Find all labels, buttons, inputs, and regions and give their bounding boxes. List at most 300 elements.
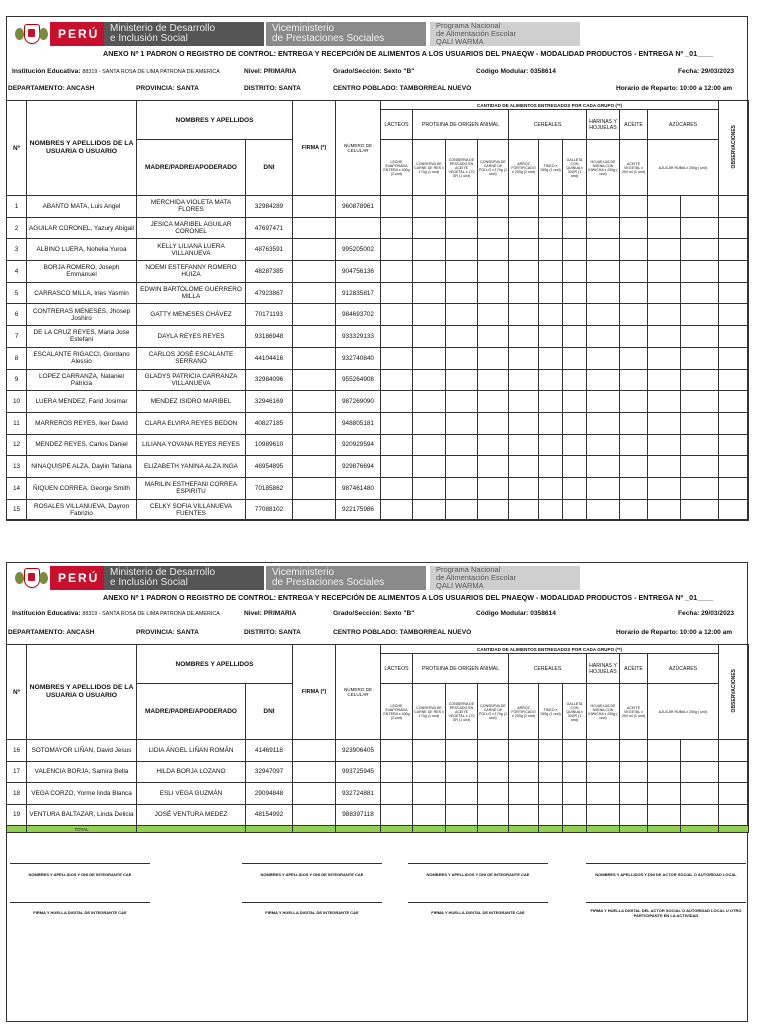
padron-sheet-2 <box>0 560 768 1024</box>
table-row <box>7 740 749 762</box>
quantity-cell <box>446 261 478 283</box>
guardian-dni: 93186948 <box>246 326 293 348</box>
quantity-cell <box>478 412 509 434</box>
phone-number: 995205002 <box>336 239 381 261</box>
guardian-name: LIDIA ÁNGEL LIÑAN ROMÁN <box>137 740 246 762</box>
quantity-cell <box>446 304 478 326</box>
product-leche: LECHE EVAPORADA ENTERA x 400g (2 und) <box>381 684 413 740</box>
guardian-name: LILIANA YOVANA REYES REYES <box>137 434 246 456</box>
row-number: 12 <box>7 434 27 456</box>
quantity-cell <box>563 477 587 499</box>
product-pescado: CONSERVA DE PESCADO EN ACEITE VEGETAL x 170 GR (1 und) <box>446 140 478 196</box>
quantity-cell <box>478 326 509 348</box>
guardian-name: GLADYS PATRICIA CARRANZA VILLANUEVA <box>137 369 246 391</box>
guardian-dni: 70185862 <box>246 477 293 499</box>
quantity-cell <box>681 412 719 434</box>
quantity-cell <box>648 369 681 391</box>
observaciones-cell <box>719 217 749 239</box>
quantity-cell <box>446 456 478 478</box>
quantity-cell <box>587 196 620 218</box>
fecha: Fecha: 29/03/2023 <box>678 610 735 617</box>
table-row <box>7 412 749 434</box>
quantity-cell <box>413 347 446 369</box>
viceministry-logo: Viceministerio de Prestaciones Sociales <box>266 22 426 46</box>
quantity-cell <box>539 261 563 283</box>
quantity-cell <box>509 412 539 434</box>
quantity-cell <box>539 804 563 826</box>
row-number: 9 <box>7 369 27 391</box>
group-harinas: HARINAS Y HOJUELAS <box>587 110 620 140</box>
peru-crest-icon <box>14 566 50 590</box>
quantity-cell <box>648 304 681 326</box>
guardian-name: GATTY MENESES CHÁVEZ <box>137 304 246 326</box>
quantity-cell <box>587 804 620 826</box>
student-name: ROSALES VILLANUEVA, Dayron Fabrizio <box>27 499 137 521</box>
product-pollo: CONSERVA DE CARNE DE POLLO x 170g (1 und) <box>478 140 509 196</box>
quantity-cell <box>587 217 620 239</box>
student-name: ABANTO MATA, Luis Angel <box>27 196 137 218</box>
quantity-cell <box>509 804 539 826</box>
signature-line <box>586 902 746 903</box>
table-row <box>7 391 749 413</box>
quantity-cell <box>509 304 539 326</box>
quantity-cell <box>587 499 620 521</box>
observaciones-cell <box>719 261 749 283</box>
row-number: 5 <box>7 282 27 304</box>
document-title: ANEXO Nº 1 PADRON O REGISTRO DE CONTROL: ENTREGA Y RECEPCIÓN DE ALIMENTOS A LOS USUARIOS DEL PNAEQW - MODALIDAD PRODUCTOS - ENTREGA Nº _01____ <box>103 49 714 58</box>
quantity-cell <box>446 217 478 239</box>
phone-number: 904756136 <box>336 261 381 283</box>
student-name: SOTOMAYOR LIÑAN, David Jesus <box>27 740 137 762</box>
quantity-cell <box>413 783 446 805</box>
signature-line <box>408 902 548 903</box>
student-name: MARREROS REYES, Iker David <box>27 412 137 434</box>
signature-line <box>408 863 548 864</box>
quantity-cell <box>587 412 620 434</box>
quantity-cell <box>509 217 539 239</box>
quantity-cell <box>539 456 563 478</box>
quantity-cell <box>539 282 563 304</box>
observaciones-cell <box>719 761 749 783</box>
th-usuario: NOMBRES Y APELLIDOS DE LA USUARIA O USUARIO <box>27 645 137 740</box>
guardian-dni: 32984289 <box>246 196 293 218</box>
quantity-cell <box>509 783 539 805</box>
group-harinas: HARINAS Y HOJUELAS <box>587 654 620 684</box>
quantity-cell <box>620 369 648 391</box>
quantity-cell <box>509 391 539 413</box>
quantity-cell <box>648 761 681 783</box>
product-galleta: GALLETA CON QUINUA x 30GR (1 und) <box>563 140 587 196</box>
signature-line <box>242 902 382 903</box>
quantity-cell <box>539 196 563 218</box>
row-number: 2 <box>7 217 27 239</box>
quantity-cell <box>587 761 620 783</box>
th-nombres: NOMBRES Y APELLIDOS <box>137 101 293 140</box>
horario-reparto: Horario de Reparto: 10:00 a 12:00 am <box>616 629 733 636</box>
observaciones-cell <box>719 282 749 304</box>
qali-warma-logo: Programa Nacional de Alimentación Escolar QALI WARMA <box>430 22 580 46</box>
table-row <box>7 282 749 304</box>
phone-number: 987269090 <box>336 391 381 413</box>
group-lacteos: LÁCTEOS <box>381 654 413 684</box>
student-name: VENTURA BALTAZAR, Linda Delicia <box>27 804 137 826</box>
signature-name-label-2: NOMBRES Y APELLIDOS Y DNI DE INTEGRANTE CAE <box>260 872 364 877</box>
quantity-cell <box>587 434 620 456</box>
quantity-cell <box>446 347 478 369</box>
padron-table-1 <box>6 100 749 521</box>
product-azucar: AZUCAR RUBIA x 250g ( und) <box>648 684 719 740</box>
th-madre: MADRE/PADRE/APODERADO <box>137 140 246 196</box>
product-carne-res: CONSERVA DE CARNE DE RES x 170g (1 und) <box>413 684 446 740</box>
quantity-cell <box>509 261 539 283</box>
quantity-cell <box>446 282 478 304</box>
quantity-cell <box>446 499 478 521</box>
phone-number: 929876694 <box>336 456 381 478</box>
quantity-cell <box>563 261 587 283</box>
signature-line <box>10 863 150 864</box>
phone-number: 987461480 <box>336 477 381 499</box>
quantity-cell <box>539 304 563 326</box>
quantity-cell <box>563 412 587 434</box>
quantity-cell <box>587 477 620 499</box>
guardian-name: MENDEZ ISIDRO MARIBEL <box>137 391 246 413</box>
guardian-dni: 10989610 <box>246 434 293 456</box>
signature-cell <box>293 499 336 521</box>
guardian-dni: 40827185 <box>246 412 293 434</box>
peru-crest-icon <box>14 22 50 46</box>
quantity-cell <box>539 434 563 456</box>
quantity-cell <box>413 761 446 783</box>
phone-number: 933329133 <box>336 326 381 348</box>
quantity-cell <box>478 196 509 218</box>
product-hojuelas: HOJUELAS DE AVENA CON KIWICHA x 250g ( und) <box>587 140 620 196</box>
quantity-cell <box>563 499 587 521</box>
student-name: ESCALANTE RIGACCI, Giordano Alessio <box>27 347 137 369</box>
government-banner <box>14 22 580 46</box>
quantity-cell <box>563 217 587 239</box>
quantity-cell <box>478 239 509 261</box>
quantity-cell <box>648 282 681 304</box>
nivel: Nivel: PRIMARIA <box>244 68 297 75</box>
quantity-cell <box>509 347 539 369</box>
peru-logo: PERÚ <box>50 22 104 46</box>
phone-number: 920929594 <box>336 434 381 456</box>
quantity-cell <box>381 412 413 434</box>
phone-number: 912835817 <box>336 282 381 304</box>
quantity-cell <box>413 261 446 283</box>
th-observaciones: OBSERVACIONES <box>719 101 749 196</box>
quantity-cell <box>648 326 681 348</box>
quantity-cell <box>587 456 620 478</box>
quantity-cell <box>648 217 681 239</box>
quantity-cell <box>381 740 413 762</box>
quantity-cell <box>539 347 563 369</box>
product-arroz: ARROZ FORTIFICADO x 250g (2 und) <box>509 684 539 740</box>
signature-cell <box>293 477 336 499</box>
row-number: 1 <box>7 196 27 218</box>
quantity-cell <box>648 412 681 434</box>
guardian-name: ESLI VEGA GUZMÁN <box>137 783 246 805</box>
row-number: 19 <box>7 804 27 826</box>
product-leche: LECHE EVAPORADA ENTERA x 400g (2 und) <box>381 140 413 196</box>
row-number: 17 <box>7 761 27 783</box>
signature-line <box>586 863 746 864</box>
quantity-cell <box>681 391 719 413</box>
signature-cell <box>293 196 336 218</box>
signature-cell <box>293 761 336 783</box>
product-pollo: CONSERVA DE CARNE DE POLLO x 170g (1 und) <box>478 684 509 740</box>
row-number: 6 <box>7 304 27 326</box>
row-number: 13 <box>7 456 27 478</box>
quantity-cell <box>587 369 620 391</box>
quantity-cell <box>413 369 446 391</box>
nivel: Nivel: PRIMARIA <box>244 610 297 617</box>
table-row <box>7 261 749 283</box>
guardian-name: JOSÉ VENTURA MEDEZ <box>137 804 246 826</box>
product-fideo: FIDEO x 250g (1 und) <box>539 684 563 740</box>
quantity-cell <box>446 412 478 434</box>
th-nombres: NOMBRES Y APELLIDOS <box>137 645 293 684</box>
institucion-value: 88319 - SANTA ROSA DE LIMA PATRONA DE AMERICA <box>82 611 220 617</box>
guardian-name: KELLY LILIANA LUERA VILLANUEVA <box>137 239 246 261</box>
quantity-cell <box>509 326 539 348</box>
signature-cell <box>293 217 336 239</box>
quantity-cell <box>563 783 587 805</box>
observaciones-cell <box>719 196 749 218</box>
student-name: VALENCIA BORJA, Samira Bella <box>27 761 137 783</box>
row-number: 16 <box>7 740 27 762</box>
ministry-logo: Ministerio de Desarrollo e Inclusión Social <box>104 566 264 590</box>
quantity-cell <box>413 304 446 326</box>
codigo-modular: Código Modular: 0358614 <box>476 610 556 617</box>
guardian-name: CARLOS JOSÉ ESCALANTE SERRANO <box>137 347 246 369</box>
quantity-cell <box>648 783 681 805</box>
table-row <box>7 217 749 239</box>
quantity-cell <box>413 456 446 478</box>
group-cereales: CEREALES <box>509 110 587 140</box>
quantity-cell <box>509 239 539 261</box>
row-number: 10 <box>7 391 27 413</box>
quantity-cell <box>381 804 413 826</box>
quantity-cell <box>648 196 681 218</box>
quantity-cell <box>478 217 509 239</box>
row-number: 14 <box>7 477 27 499</box>
quantity-cell <box>587 326 620 348</box>
quantity-cell <box>681 369 719 391</box>
quantity-cell <box>539 391 563 413</box>
quantity-cell <box>413 434 446 456</box>
quantity-cell <box>509 456 539 478</box>
quantity-cell <box>509 434 539 456</box>
guardian-name: HILDA BORJA LOZANO <box>137 761 246 783</box>
horario-reparto: Horario de Reparto: 10:00 a 12:00 am <box>616 85 733 92</box>
quantity-cell <box>563 434 587 456</box>
quantity-cell <box>539 740 563 762</box>
phone-number: 960878961 <box>336 196 381 218</box>
phone-number: 988397118 <box>336 804 381 826</box>
guardian-dni: 48763591 <box>246 239 293 261</box>
quantity-cell <box>648 477 681 499</box>
quantity-cell <box>587 261 620 283</box>
padron-table-2 <box>6 644 749 833</box>
quantity-cell <box>478 391 509 413</box>
quantity-cell <box>381 456 413 478</box>
signature-cell <box>293 369 336 391</box>
observaciones-cell <box>719 783 749 805</box>
quantity-cell <box>446 391 478 413</box>
student-name: ÑIQUEN CORREA, George Smith <box>27 477 137 499</box>
group-cereales: CEREALES <box>509 654 587 684</box>
quantity-cell <box>381 239 413 261</box>
quantity-cell <box>563 304 587 326</box>
guardian-name: NOEMI ESTEFANNY ROMERO HUIZA <box>137 261 246 283</box>
guardian-name: MARILIN ESTHEFANI CORREA ESPIRITU <box>137 477 246 499</box>
quantity-cell <box>478 282 509 304</box>
quantity-cell <box>563 804 587 826</box>
quantity-cell <box>539 326 563 348</box>
signature-cell <box>293 347 336 369</box>
quantity-cell <box>539 499 563 521</box>
quantity-cell <box>539 369 563 391</box>
signature-firma-label-3: FIRMA Y HUELLA DIGITAL DE INTEGRANTE CAE <box>431 910 525 915</box>
product-aceite: ACEITE VEGETAL x 200 ml (1 und) <box>620 140 648 196</box>
guardian-dni: 47697471 <box>246 217 293 239</box>
departamento: DEPARTAMENTO: ANCASH <box>8 85 95 92</box>
table-row <box>7 783 749 805</box>
quantity-cell <box>381 783 413 805</box>
quantity-cell <box>478 477 509 499</box>
phone-number: 948805181 <box>336 412 381 434</box>
quantity-cell <box>478 434 509 456</box>
quantity-cell <box>478 261 509 283</box>
departamento: DEPARTAMENTO: ANCASH <box>8 629 95 636</box>
total-row <box>7 826 749 833</box>
quantity-cell <box>681 783 719 805</box>
quantity-cell <box>446 434 478 456</box>
th-firma: FIRMA (*) <box>293 101 336 196</box>
product-carne-res: CONSERVA DE CARNE DE RES x 170g (1 und) <box>413 140 446 196</box>
quantity-cell <box>620 391 648 413</box>
quantity-cell <box>381 304 413 326</box>
quantity-cell <box>563 456 587 478</box>
quantity-cell <box>563 369 587 391</box>
group-proteina: PROTEINA DE ORIGEN ANIMAL <box>413 654 509 684</box>
th-cantidad: CANTIDAD DE ALIMENTOS ENTREGADOS POR CADA GRUPO (**) <box>381 645 719 654</box>
quantity-cell <box>587 304 620 326</box>
quantity-cell <box>563 391 587 413</box>
student-name: VEGA CORZO, Yorme linda Blanca <box>27 783 137 805</box>
quantity-cell <box>446 804 478 826</box>
provincia: PROVINCIA: SANTA <box>136 85 199 92</box>
quantity-cell <box>509 761 539 783</box>
quantity-cell <box>381 217 413 239</box>
observaciones-cell <box>719 239 749 261</box>
quantity-cell <box>478 804 509 826</box>
quantity-cell <box>539 239 563 261</box>
viceministry-logo: Viceministerio de Prestaciones Sociales <box>266 566 426 590</box>
row-number: 8 <box>7 347 27 369</box>
guardian-name: CLARA ELVIRA REYES BEDON <box>137 412 246 434</box>
quantity-cell <box>648 391 681 413</box>
quantity-cell <box>563 239 587 261</box>
quantity-cell <box>539 412 563 434</box>
observaciones-cell <box>719 412 749 434</box>
quantity-cell <box>587 783 620 805</box>
quantity-cell <box>446 477 478 499</box>
info-row-1 <box>6 68 748 78</box>
th-num: Nº <box>7 101 27 196</box>
student-name: AGUILAR CORONEL, Yazury Abigail <box>27 217 137 239</box>
table-row <box>7 196 749 218</box>
quantity-cell <box>620 347 648 369</box>
info-row-2 <box>6 629 748 639</box>
quantity-cell <box>413 477 446 499</box>
student-name: ALBINO LUERA, Nohelia Yuroa <box>27 239 137 261</box>
table-row <box>7 304 749 326</box>
guardian-dni: 32947097 <box>246 761 293 783</box>
quantity-cell <box>478 347 509 369</box>
peru-logo: PERÚ <box>50 566 104 590</box>
quantity-cell <box>478 740 509 762</box>
product-hojuelas: HOJUELAS DE AVENA CON KIWICHA x 250g ( und) <box>587 684 620 740</box>
phone-number: 955264908 <box>336 369 381 391</box>
signature-name-label-3: NOMBRES Y APELLIDOS Y DNI DE INTEGRANTE CAE <box>426 872 530 877</box>
group-aceite: ACEITE <box>620 110 648 140</box>
product-pescado: CONSERVA DE PESCADO EN ACEITE VEGETAL x 170 GR (1 und) <box>446 684 478 740</box>
observaciones-cell <box>719 804 749 826</box>
observaciones-cell <box>719 477 749 499</box>
quantity-cell <box>381 196 413 218</box>
quantity-cell <box>681 740 719 762</box>
quantity-cell <box>413 391 446 413</box>
table-row <box>7 239 749 261</box>
quantity-cell <box>478 369 509 391</box>
row-number: 18 <box>7 783 27 805</box>
observaciones-cell <box>719 347 749 369</box>
observaciones-cell <box>719 434 749 456</box>
student-name: LOPEZ CARRANZA, Nataniel Patricia <box>27 369 137 391</box>
th-celular: NÚMERO DE CELULAR <box>336 645 381 740</box>
quantity-cell <box>381 477 413 499</box>
observaciones-cell <box>719 456 749 478</box>
quantity-cell <box>563 761 587 783</box>
student-name: DE LA CRUZ REYES, Maria Jose Estefani <box>27 326 137 348</box>
signature-cell <box>293 261 336 283</box>
quantity-cell <box>563 196 587 218</box>
quantity-cell <box>446 196 478 218</box>
quantity-cell <box>681 239 719 261</box>
quantity-cell <box>413 740 446 762</box>
quantity-cell <box>620 456 648 478</box>
signature-line <box>10 902 150 903</box>
fecha: Fecha: 29/03/2023 <box>678 68 735 75</box>
phone-number: 932740840 <box>336 347 381 369</box>
observaciones-cell <box>719 499 749 521</box>
total-label: TOTAL <box>27 826 137 833</box>
quantity-cell <box>648 499 681 521</box>
signature-cell <box>293 239 336 261</box>
document-title: ANEXO Nº 1 PADRON O REGISTRO DE CONTROL: ENTREGA Y RECEPCIÓN DE ALIMENTOS A LOS USUARIOS DEL PNAEQW - MODALIDAD PRODUCTOS - ENTREGA Nº _01____ <box>103 593 714 602</box>
product-fideo: FIDEO x 250g (1 und) <box>539 140 563 196</box>
guardian-dni: 29094848 <box>246 783 293 805</box>
centro-poblado: CENTRO POBLADO: TAMBORREAL NUEVO <box>333 85 472 92</box>
quantity-cell <box>620 740 648 762</box>
table-row <box>7 347 749 369</box>
info-row-1 <box>6 610 748 620</box>
quantity-cell <box>620 412 648 434</box>
guardian-dni: 32984096 <box>246 369 293 391</box>
guardian-dni: 70171193 <box>246 304 293 326</box>
